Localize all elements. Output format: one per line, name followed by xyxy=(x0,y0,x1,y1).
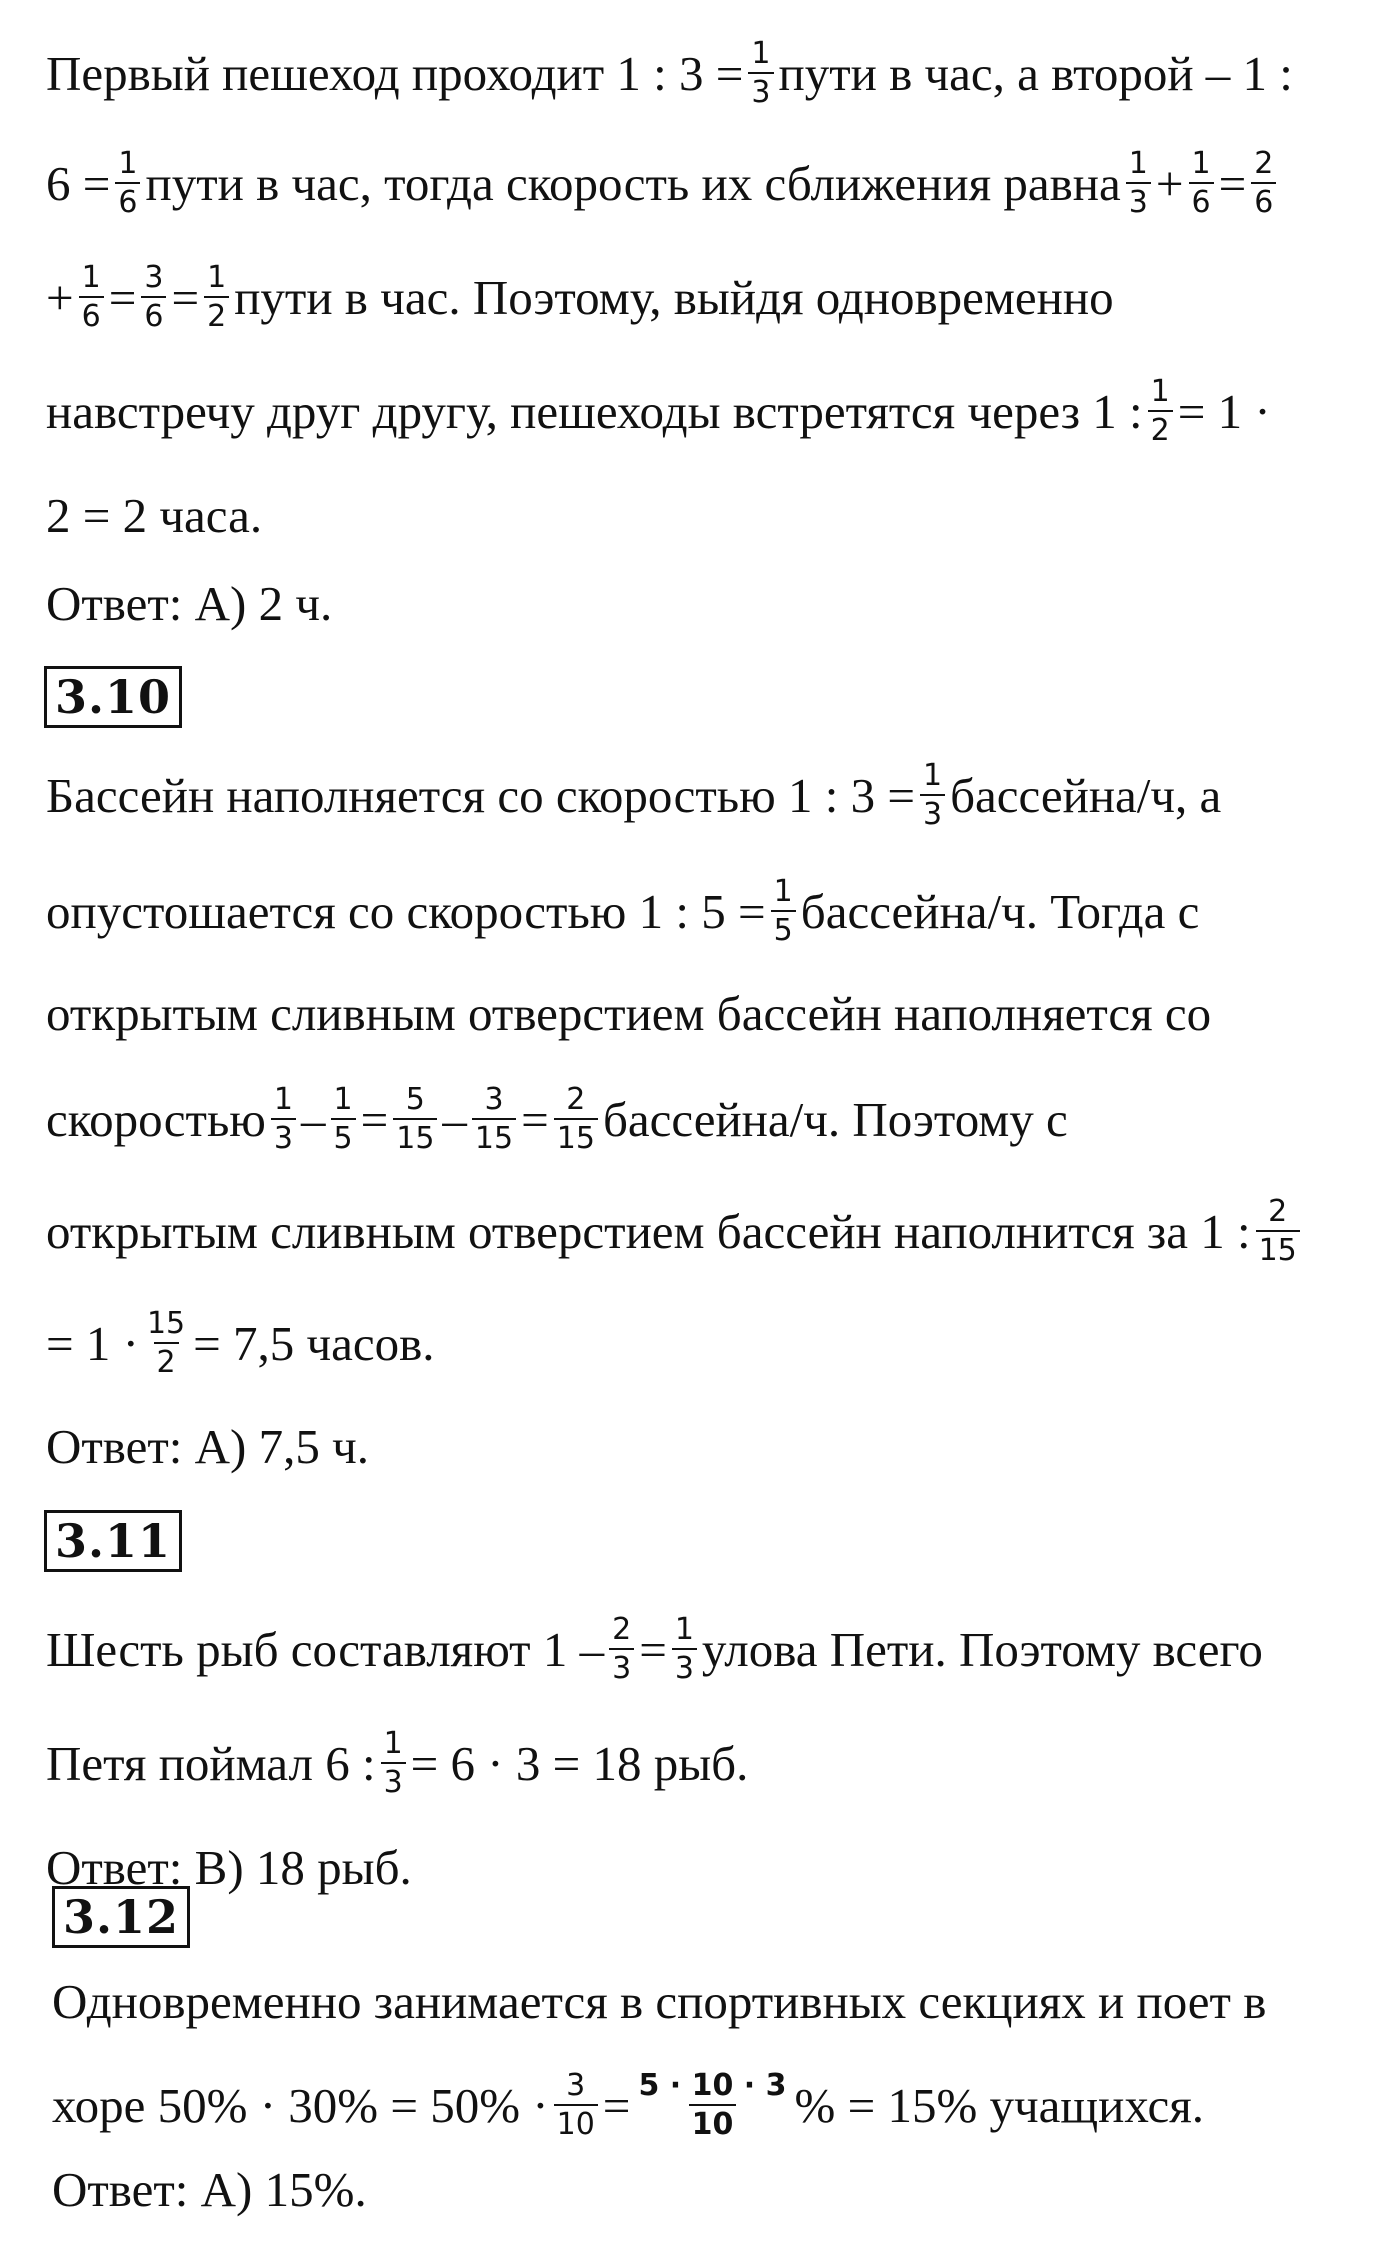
text: опустошается со скоростью 1 : 5 = xyxy=(46,883,766,939)
numerator: 1 xyxy=(1191,145,1211,181)
numerator: 1 xyxy=(1150,373,1170,409)
answer-text: Ответ: В) 18 рыб. xyxy=(46,1839,412,1895)
text: = 7,5 часов. xyxy=(193,1315,435,1371)
numerator: 1 xyxy=(81,259,101,295)
p12-line-1 xyxy=(52,1946,1266,2056)
answer-text: Ответ: А) 7,5 ч. xyxy=(46,1418,370,1474)
text: улова Пети. Поэтому всего xyxy=(701,1621,1263,1677)
p10-line-5 xyxy=(46,1176,1305,1286)
p9-line-3 xyxy=(46,242,1114,352)
p9-line-1 xyxy=(46,18,1293,128)
numerator: 3 xyxy=(566,2067,586,2103)
fraction xyxy=(271,1081,296,1156)
problem-number-3-12: 3.12 xyxy=(52,1886,190,1948)
denominator: 6 xyxy=(79,296,104,333)
p10-line-1 xyxy=(46,740,1221,850)
denominator: 3 xyxy=(609,1648,634,1685)
fraction xyxy=(635,2067,789,2142)
fraction xyxy=(331,1081,356,1156)
text: 2 = 2 часа. xyxy=(46,487,263,543)
p9-answer xyxy=(46,548,332,658)
answer-text: Ответ: А) 15%. xyxy=(52,2161,367,2217)
text: – xyxy=(442,1091,467,1147)
denominator: 6 xyxy=(141,296,166,333)
denominator: 6 xyxy=(115,182,140,219)
numerator: 1 xyxy=(922,757,943,793)
problem-number-3-10: 3.10 xyxy=(44,666,182,728)
text: пути в час. Поэтому, выйдя одновременно xyxy=(234,269,1114,325)
numerator: 1 xyxy=(273,1081,293,1117)
numerator: 1 xyxy=(751,35,771,71)
fraction xyxy=(1126,145,1151,220)
text: открытым сливным отверстием бассейн наполнится за 1 : xyxy=(46,1203,1251,1259)
fraction xyxy=(672,1611,697,1686)
text: бассейна/ч, а xyxy=(950,767,1222,823)
denominator: 10 xyxy=(689,2104,737,2141)
text: пути в час, а второй – 1 : xyxy=(778,45,1293,101)
p10-line-2 xyxy=(46,856,1199,966)
denominator: 6 xyxy=(1189,182,1214,219)
fraction xyxy=(144,1305,188,1380)
numerator: 15 xyxy=(146,1305,186,1341)
denominator: 3 xyxy=(1126,182,1151,219)
text: хоре 50% · 30% = 50% · xyxy=(52,2077,549,2133)
numerator: 1 xyxy=(674,1611,694,1647)
text: = 1 · xyxy=(1177,383,1271,439)
denominator: 3 xyxy=(271,1118,296,1155)
fraction xyxy=(1251,145,1276,220)
p9-line-2 xyxy=(46,128,1281,238)
denominator: 3 xyxy=(381,1762,406,1799)
text: + xyxy=(1155,155,1184,211)
text: = 6 · 3 = 18 рыб. xyxy=(410,1735,749,1791)
fraction xyxy=(609,1611,634,1686)
p9-line-4 xyxy=(46,356,1271,466)
numerator: 1 xyxy=(118,145,138,181)
fraction xyxy=(554,1081,598,1156)
denominator: 3 xyxy=(748,72,773,109)
text: = xyxy=(521,1091,549,1147)
numerator: 1 xyxy=(207,259,227,295)
text: = xyxy=(171,269,200,325)
text: = 1 · xyxy=(46,1315,139,1371)
text: = xyxy=(360,1091,389,1147)
denominator: 5 xyxy=(331,1118,356,1155)
answer-text: Ответ: А) 2 ч. xyxy=(46,575,333,631)
numerator: 1 xyxy=(773,873,793,909)
denominator: 15 xyxy=(472,1118,516,1155)
text: = xyxy=(108,269,137,325)
text: бассейна/ч. Поэтому с xyxy=(602,1091,1068,1147)
numerator: 1 xyxy=(333,1081,353,1117)
problem-number-3-11: 3.11 xyxy=(44,1510,182,1572)
denominator: 15 xyxy=(393,1118,437,1155)
numerator: 2 xyxy=(612,1611,632,1647)
text: скоростью xyxy=(46,1091,266,1147)
text: Первый пешеход проходит 1 : 3 = xyxy=(46,45,744,101)
numerator: 1 xyxy=(383,1725,403,1761)
text: = xyxy=(602,2077,631,2133)
p11-line-2 xyxy=(46,1708,748,1818)
text: Петя поймал 6 : xyxy=(46,1735,376,1791)
denominator: 2 xyxy=(154,1342,179,1379)
fraction xyxy=(204,259,229,334)
p10-answer xyxy=(46,1391,369,1501)
numerator: 3 xyxy=(484,1081,504,1117)
text: = xyxy=(1218,155,1247,211)
fraction xyxy=(1148,373,1173,448)
fraction xyxy=(115,145,140,220)
p10-line-6 xyxy=(46,1288,435,1398)
denominator: 3 xyxy=(672,1648,697,1685)
numerator: 2 xyxy=(566,1081,586,1117)
text: = xyxy=(639,1621,667,1677)
text: пути в час, тогда скорость их сближения равна xyxy=(145,155,1121,211)
p11-line-1 xyxy=(46,1594,1263,1704)
text: 6 = xyxy=(46,155,111,211)
text: Одновременно занимается в спортивных секциях и поет в xyxy=(52,1973,1267,2029)
fraction xyxy=(771,873,796,948)
numerator: 1 xyxy=(1128,145,1148,181)
denominator: 15 xyxy=(1256,1230,1300,1267)
fraction xyxy=(472,1081,516,1156)
text: открытым сливным отверстием бассейн наполняется со xyxy=(46,985,1212,1041)
p10-line-3 xyxy=(46,958,1211,1068)
denominator: 2 xyxy=(204,296,229,333)
text: + xyxy=(46,269,74,325)
fraction xyxy=(1256,1193,1300,1268)
denominator: 5 xyxy=(771,910,796,947)
fraction xyxy=(79,259,104,334)
denominator: 6 xyxy=(1251,182,1276,219)
text: – xyxy=(301,1091,326,1147)
text: % = 15% учащихся. xyxy=(794,2077,1205,2133)
fraction xyxy=(141,259,166,334)
text: Шесть рыб составляют 1 – xyxy=(46,1621,605,1677)
numerator: 5 · 10 · 3 xyxy=(638,2067,787,2103)
fraction xyxy=(554,2067,598,2142)
text: навстречу друг другу, пешеходы встретятся через 1 : xyxy=(46,383,1143,439)
fraction xyxy=(1189,145,1214,220)
numerator: 5 xyxy=(405,1081,425,1117)
numerator: 2 xyxy=(1254,145,1274,181)
numerator: 2 xyxy=(1268,1193,1288,1229)
fraction xyxy=(381,1725,406,1800)
fraction xyxy=(393,1081,437,1156)
text: Бассейн наполняется со скоростью 1 : 3 = xyxy=(46,767,915,823)
p10-line-4 xyxy=(46,1064,1068,1174)
numerator: 3 xyxy=(144,259,164,295)
fraction xyxy=(920,757,945,832)
text: бассейна/ч. Тогда с xyxy=(800,883,1200,939)
denominator: 2 xyxy=(1148,410,1173,447)
fraction xyxy=(748,35,773,110)
denominator: 3 xyxy=(920,794,945,831)
denominator: 15 xyxy=(554,1118,598,1155)
p12-answer xyxy=(52,2134,367,2244)
denominator: 10 xyxy=(554,2104,598,2141)
